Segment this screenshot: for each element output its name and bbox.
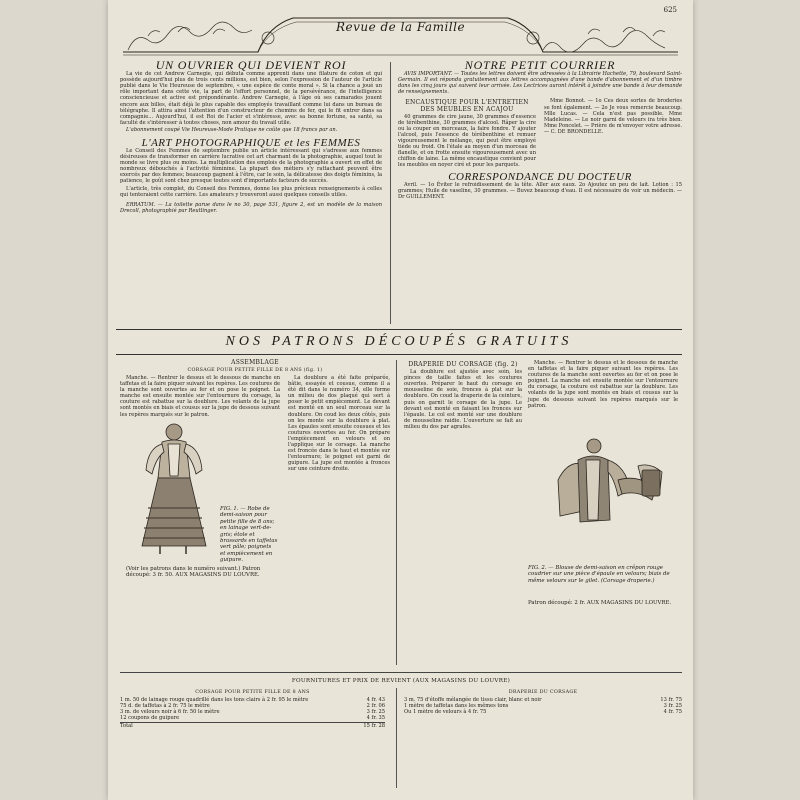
patterns-banner-title: NOS PATRONS DÉCOUPÉS GRATUITS	[225, 334, 573, 349]
fournitures-row	[404, 709, 682, 715]
item-price: 13 fr. 75	[660, 697, 682, 704]
courrier-title: NOTRE PETIT COURRIER	[464, 58, 616, 72]
item-label: 12 coupons de guipure	[120, 715, 180, 722]
docteur-text: Avril. — 1o Éviter le refroidissement de la tête. Aller aux eaux. 2o Ajoutez un peu de lait. Lotion : 15 grammes; Huile de vaseline, 30 grammes. — Buvez beaucoup d'eau. Il est nécessaire de voir un médecin. — Dr GUILLEMENT.	[398, 182, 682, 201]
column-divider	[396, 360, 397, 665]
assemblage-text: La doublure a été faite préparée, bâtie, essayée et cousue, comme il a été dit dans le numéro 34, elle forme un milieu de dos plaqué qui sert à poser le petit empiècement. Le devant est monté en un seul morceau sur la doublure. On coud les deux côtés, puis on les monte sur la doublure à plat. Les épaules sont ensuite cousues et les coutures ouvertes au fer. On prépare l'empiècement en velours et on l'applique sur le corsage. La manche est froncée dans le haut et montée sur l'entournure; le poignet est garni de guipure. La jupe est montée à fronces sur une ceinture droite.	[288, 375, 390, 473]
column-divider	[396, 688, 397, 788]
article-paragraph: Le Conseil des Femmes de septembre publie un article intéressant qui s'adresse aux femmes désireuses de transformer en carrière lucrative cet art charmant de la photographie, auquel tout le monde se livre plus ou moins. La multiplication des emplois de la photographie a ouvert en effet de nombreux débouchés à l'activité féminine. La plupart des métiers s'y rattachant peuvent être exercés par des femmes; beaucoup gagnent à l'être, car le soin, la délicatesse des doigts féminins, la patience, le goût sont chez presque toutes sont d'importants facteurs de succès.	[120, 147, 382, 185]
assemblage-intro-text: Manche. — Rentrer le dessus et le dessous de manche en taffetas et la faire piquer suivant les repères. Les coutures de la manche sont ouvertes au fer et on pose le poignet. La manche est ensuite montée sur l'entournure du corsage, la couture est rabattue sur la doublure. Les volants de la jupe sont montés en biais et cousus sur la jupe de dessous suivant les repères marqués sur le patron.	[120, 375, 280, 418]
docteur-title: CORRESPONDANCE DU DOCTEUR	[448, 171, 632, 183]
total-label: Total	[120, 723, 133, 730]
fournitures-row	[120, 715, 385, 721]
magazine-page	[108, 0, 693, 800]
article-paragraph: La vie de cet Andrew Carnegie, qui débuta comme apprenti dans une filature de coton et qui possède aujourd'hui plus de trois cents millions, est bien, selon l'expression de l'auteur de l'article publié dans le Vie Heureuse de septembre, « une espèce de conte moral ». Si la chance a joué un rôle important dans cette vie, la part de l'effort personnel, de la persévérance, de l'intelligence consciencieuse et active est prépondérante. Andrew Carnegie, à l'âge où ses camarades jouent encore aux billes, était déjà le plus capable des employés travaillant comme lui dans un bureau de télégraphe. Il attira ainsi l'attention d'un constructeur de chemins de fer, qui le fit entrer dans sa compagnie... Aujourd'hui, il est Roi de l'acier et s'intéresse, avec sa bonne fortune, sa santé, sa faculté de s'intéresser à toutes choses, non amour du travail utile.	[120, 71, 382, 126]
patterns-banner	[116, 329, 682, 355]
courrier-columns	[398, 98, 682, 170]
subscription-note: L'abonnement coupé Vie Heureuse-Mode Pratique ne coûte que 18 francs par an.	[126, 127, 338, 134]
item-label: 3 m. de velours noir à 6 fr. 50 le mètre	[120, 709, 220, 716]
blouse-illustration-fig2	[538, 430, 668, 560]
fournitures-right	[404, 688, 682, 788]
pattern-text-col2	[404, 360, 522, 665]
assemblage-title: ASSEMBLAGE	[231, 359, 279, 366]
item-price: 4 fr. 75	[663, 709, 682, 716]
encaustique-title: ENCAUSTIQUE POUR L'ENTRETIEN DES MEUBLES EN ACAJOU	[405, 99, 529, 113]
courrier-col-left	[398, 98, 536, 170]
article-title-photo: L'ART PHOTOGRAPHIQUE et les FEMMES	[141, 136, 361, 149]
pattern-text: Manche. — Rentrer le dessus et le dessous de manche en taffetas et la faire piquer suivant les repères. Les coutures de la manche sont ouvertes au fer et on pose le poignet. La manche est ensuite montée sur l'entournure du corsage, la couture est rabattue sur la doublure. Les volants de la jupe sont montés en biais et cousus sur la jupe de dessous suivant les repères marqués sur le patron.	[528, 360, 678, 409]
item-label: 3 m. 75 d'étoffe mélangée de tissu clair, blanc et noir	[404, 697, 542, 704]
assemblage-text-col1	[288, 375, 390, 665]
item-price: 3 fr. 25	[663, 703, 682, 710]
fig1-caption-extra: (Voir les patrons dans le numéro suivant.) Patron découpé: 3 fr. 50. AUX MAGASINS DU LOUVRE.	[126, 566, 261, 579]
pattern-text-col3	[528, 360, 678, 420]
item-price: 2 fr. 06	[366, 703, 385, 710]
fig2-caption: FIG. 2. — Blouse de demi-saison en crêpon rouge coudrier sur une pièce d'épaule en velours; biais de même velours sur le gilet. (Corsage draperie.)	[528, 565, 670, 584]
section-divider	[120, 672, 682, 673]
item-price: 3 fr. 25	[366, 709, 385, 716]
left-column	[120, 58, 382, 322]
item-label: 1 m. 50 de lainage rouge quadrillé dans les tons clairs à 2 fr. 95 le mètre	[120, 697, 309, 704]
fig1-caption: FIG. 1. — Robe de demi-saison pour petite fille de 8 ans; en lainage vert-de-gris; étole et brassards en taffetas vert pâle; poignets et empiècement en guipure.	[220, 506, 278, 564]
page-number: 625	[663, 6, 677, 14]
column-divider	[390, 62, 391, 324]
right-column	[398, 58, 682, 326]
item-label: 75 d. de taffetas à 2 fr. 75 le mètre	[120, 703, 210, 710]
courrier-notice: AVIS IMPORTANT. — Toutes les lettres doivent être adressées à la Librairie Hachette, 79, boulevard Saint-Germain. Il est répondu gratuitement aux lettres accompagnées d'une bande d'abonnement et d'un timbre dans les cinq jours qui suivent leur arrivée. Les Lectrices auront intérêt à joindre une bande à leur demande de renseignements.	[398, 71, 682, 96]
draperie-title: DRAPERIE DU CORSAGE (fig. 2)	[408, 361, 518, 368]
page-header	[118, 6, 683, 58]
item-price: 4 fr. 35	[366, 715, 385, 722]
assemblage-intro	[120, 375, 280, 418]
total-price: 15 fr. 28	[363, 723, 385, 730]
fournitures-title: FOURNITURES ET PRIX DE REVIENT (AUX MAGASINS DU LOUVRE)	[291, 678, 511, 684]
item-label: Ou 1 mètre de velours à 4 fr. 75	[404, 709, 487, 716]
fournitures-left-title: CORSAGE POUR PETITE FILLE DE 8 ANS	[195, 690, 310, 695]
draperie-text: La doublure est ajustée avec soin, les pinces de taille faites et les coutures ouvertes. Préparer le haut du corsage en mousseline de soie, fronces à plat sur la doublure. On coud la draperie de la ceinture, puis on garnit le corsage de la jupe. Le devant est monté en faisant les fronces sur l'épaule. Le col est monté sur une doublure de mousseline raidie. L'ouverture se fait au milieu du dos par agrafes.	[404, 369, 522, 430]
courrier-col-right	[544, 98, 682, 170]
item-label: 1 mètre de taffetas dans les mêmes tons	[404, 703, 509, 710]
masthead-title: Revue de la Famille	[335, 20, 466, 34]
reader-answers: Mme Bonnot. — 1o Ces deux sortes de broderies se font également. — 2o Je vous remercie beaucoup. Mlle Lucas. — Cela n'est pas possible. Mme Madeleine. — Le noir garni de velours ira très bien. Mme Poncelet. — Prière de m'envoyer votre adresse. — C. DE BRONDELLE.	[544, 98, 682, 135]
article-title-ouvrier: UN OUVRIER QUI DEVIENT ROI	[155, 58, 347, 72]
fournitures-left	[120, 688, 385, 788]
item-price: 4 fr. 43	[366, 697, 385, 704]
fournitures-right-title: DRAPERIE DU CORSAGE	[508, 690, 578, 695]
fig2-caption-extra: Patron découpé: 2 fr. AUX MAGASINS DU LOUVRE.	[528, 600, 672, 606]
article-paragraph: L'article, très complet, du Conseil des Femmes, donne les plus précieux renseignements à celles qui tenteraient cette carrière. Les amateurs y trouveront aussi quelques conseils utiles.	[120, 185, 382, 198]
erratum-note: ERRATUM. — La toilette parue dans le no 30, page 531, figure 2, est un modèle de la maison Drecoll, photographié par Reutlinger.	[120, 201, 382, 214]
assemblage-subtitle: CORSAGE POUR PETITE FILLE DE 8 ANS (fig. 1)	[187, 368, 323, 374]
encaustique-text: 40 grammes de cire jaune, 30 grammes d'essence de térébenthine, 30 grammes d'alcool. Râper la cire ou la couper en morceaux, la faire fondre. Y ajouter l'alcool, puis l'essence de térébenthine et remuer vigoureusement le mélange, qui peut être employé tiède ou froid. On l'étale au moyen d'un morceau de flanelle, et on frotte ensuite vigoureusement avec un chiffon de laine. La même encaustique convient pour les meubles en noyer ciré et pour les parquets.	[398, 113, 536, 169]
dress-illustration-fig1	[126, 418, 218, 558]
fournitures-total-row	[120, 722, 385, 729]
